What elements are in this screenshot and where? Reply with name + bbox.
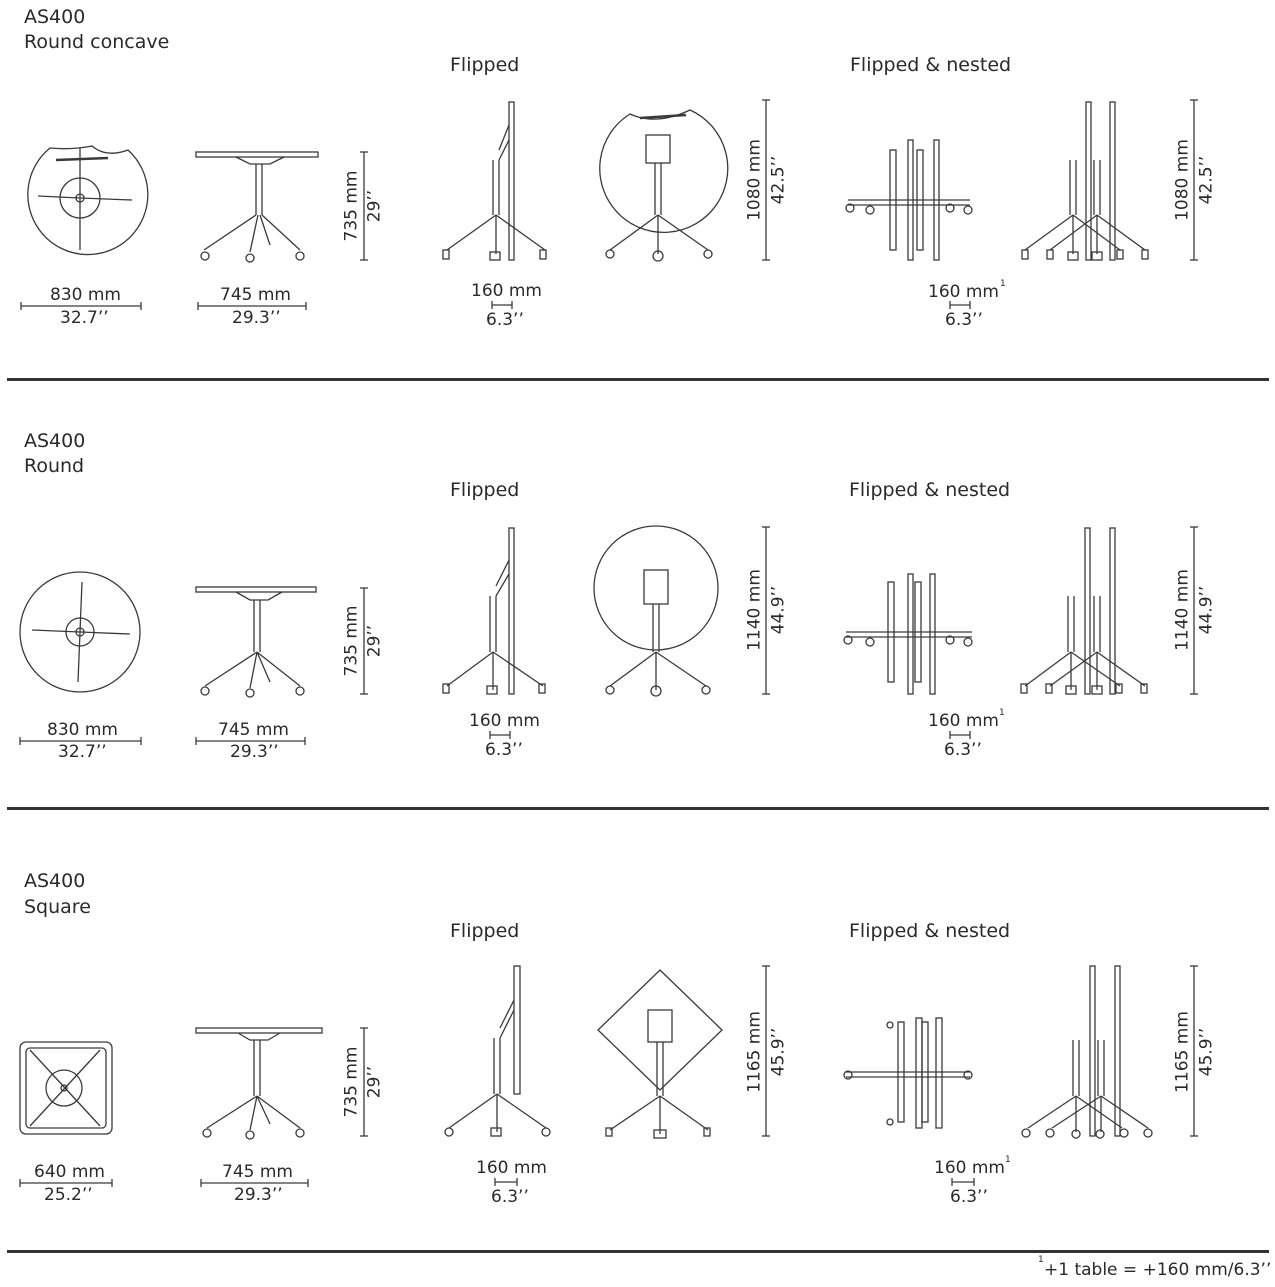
base-width-mm: 745 mm xyxy=(220,285,291,305)
top-width-mm: 640 mm xyxy=(34,1162,105,1182)
top-width-in: 25.2’’ xyxy=(44,1185,93,1205)
footnote-marker: 1 xyxy=(1005,1155,1011,1165)
nested-depth-in: 6.3’’ xyxy=(950,1187,988,1207)
footnote-marker: 1 xyxy=(999,708,1005,718)
flipped-height-mm: 1080 mm xyxy=(744,139,765,221)
flipped-height-mm: 1165 mm xyxy=(744,1011,765,1093)
table-height-mm: 735 mm xyxy=(341,170,362,242)
table-height-in: 29’’ xyxy=(364,624,385,658)
flipped-depth-in: 6.3’’ xyxy=(485,740,523,760)
nested-height-mm: 1140 mm xyxy=(1172,569,1193,651)
nested-height-mm: 1165 mm xyxy=(1172,1011,1193,1093)
table-height-in: 29’’ xyxy=(364,1065,385,1099)
nested-depth-mm: 160 mm xyxy=(934,1158,1005,1178)
flipped-nested-header: Flipped & nested xyxy=(849,479,1011,501)
footnote-marker: 1 xyxy=(1038,1255,1044,1265)
base-width-mm: 745 mm xyxy=(222,1162,293,1182)
variant-name: Square xyxy=(24,896,91,918)
flipped-depth-in: 6.3’’ xyxy=(486,310,524,330)
nested-depth-mm: 160 mm xyxy=(928,282,999,302)
section-divider xyxy=(7,1250,1269,1253)
top-width-mm: 830 mm xyxy=(50,285,121,305)
variant-name: Round concave xyxy=(24,31,170,53)
flipped-header: Flipped xyxy=(450,920,520,942)
nested-height-in: 42.5’’ xyxy=(1196,155,1217,205)
nested-height-in: 45.9’’ xyxy=(1196,1027,1217,1077)
side-view-drawing xyxy=(196,1028,322,1139)
variant-name: Round xyxy=(24,455,85,477)
nested-height-mm: 1080 mm xyxy=(1172,139,1193,221)
flipped-height-in: 42.5’’ xyxy=(768,155,789,205)
base-width-mm: 745 mm xyxy=(218,720,289,740)
top-view-drawing xyxy=(20,1042,112,1134)
flipped-nested-header: Flipped & nested xyxy=(849,920,1011,942)
base-width-in: 29.3’’ xyxy=(234,1185,283,1205)
table-height-mm: 735 mm xyxy=(341,1046,362,1118)
model-name: AS400 xyxy=(24,6,86,28)
model-name: AS400 xyxy=(24,430,86,452)
model-name: AS400 xyxy=(24,870,86,892)
top-width-mm: 830 mm xyxy=(47,720,118,740)
nested-depth-mm: 160 mm xyxy=(928,711,999,731)
nested-depth-in: 6.3’’ xyxy=(945,310,983,330)
flipped-header: Flipped xyxy=(450,479,520,501)
top-width-in: 32.7’’ xyxy=(60,308,109,328)
top-width-in: 32.7’’ xyxy=(58,742,107,762)
nested-top-drawing xyxy=(844,1018,972,1128)
flipped-depth-mm: 160 mm xyxy=(471,281,542,301)
flipped-front-drawing xyxy=(598,970,722,1138)
flipped-depth-mm: 160 mm xyxy=(476,1158,547,1178)
flipped-side-drawing xyxy=(445,966,550,1136)
nested-side-drawing xyxy=(1022,966,1152,1138)
flipped-height-mm: 1140 mm xyxy=(744,569,765,651)
flipped-depth-in: 6.3’’ xyxy=(491,1187,529,1207)
flipped-depth-mm: 160 mm xyxy=(469,711,540,731)
flipped-height-in: 44.9’’ xyxy=(768,585,789,635)
nested-height-in: 44.9’’ xyxy=(1196,585,1217,635)
flipped-header: Flipped xyxy=(450,54,520,76)
table-height-mm: 735 mm xyxy=(341,605,362,677)
flipped-nested-header: Flipped & nested xyxy=(850,54,1012,76)
nested-depth-in: 6.3’’ xyxy=(944,740,982,760)
base-width-in: 29.3’’ xyxy=(230,742,279,762)
table-height-in: 29’’ xyxy=(364,189,385,223)
flipped-height-in: 45.9’’ xyxy=(768,1027,789,1077)
footnote-marker: 1 xyxy=(1000,279,1006,289)
footnote-text: +1 table = +160 mm/6.3’’ xyxy=(1044,1260,1272,1280)
base-width-in: 29.3’’ xyxy=(232,308,281,328)
